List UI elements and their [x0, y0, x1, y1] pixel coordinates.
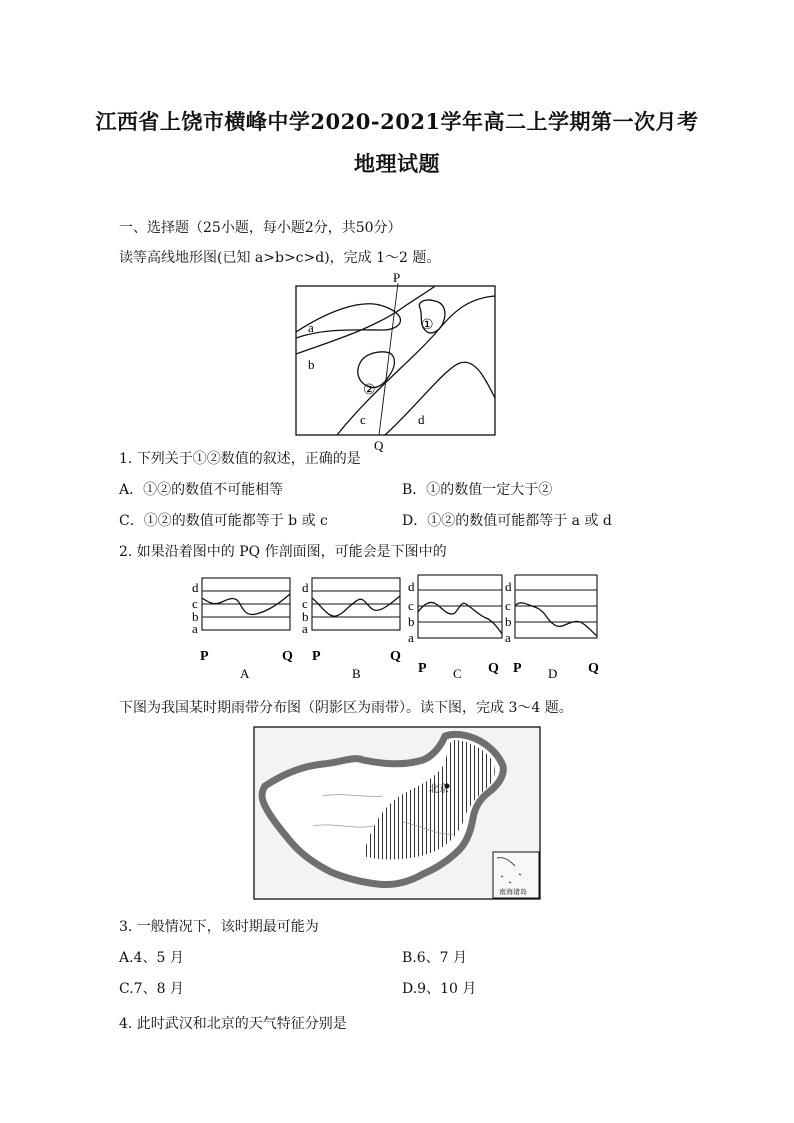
label-circle-2: ② — [363, 383, 376, 398]
label-a: a — [308, 320, 314, 335]
intro-rainband: 下图为我国某时期雨带分布图（阴影区为雨带）。读下图，完成 3～4 题。 — [119, 700, 573, 716]
profile-a-letter: A — [240, 666, 250, 681]
profile-a-label-d: d — [192, 580, 199, 595]
q1-option-a[interactable]: A．①②的数值不可能相等 — [119, 482, 284, 498]
profile-d-label-b: b — [505, 614, 512, 629]
profile-c-label-P: P — [418, 661, 427, 676]
q3-option-a[interactable]: A.4、5 月 — [119, 950, 184, 966]
q3-option-c[interactable]: C.7、8 月 — [119, 981, 184, 997]
profile-c-label-Q: Q — [488, 661, 499, 676]
profile-panel-a — [192, 578, 293, 681]
label-P: P — [393, 270, 401, 285]
profile-d-curve — [515, 603, 597, 636]
q2-stem: 2. 如果沿着图中的 PQ 作剖面图，可能会是下图中的 — [119, 544, 447, 560]
label-Q: Q — [374, 438, 384, 453]
label-b: b — [308, 357, 315, 372]
q1-option-c[interactable]: C．①②的数值可能都等于 b 或 c — [119, 513, 328, 529]
profile-d-label-P: P — [513, 661, 522, 676]
profile-c-letter: C — [453, 666, 462, 681]
document-subtitle: 地理试题 — [354, 151, 440, 176]
label-c: c — [360, 412, 366, 427]
profile-b-label-d: d — [302, 580, 309, 595]
profile-b-label-c: c — [302, 596, 308, 611]
label-d: d — [418, 412, 425, 427]
profile-a-label-a: a — [192, 621, 198, 636]
profile-a-label-Q: Q — [282, 649, 293, 664]
label-circle-1: ① — [421, 318, 434, 333]
intro-contour: 读等高线地形图(已知 a>b>c>d)，完成 1～2 题。 — [119, 250, 441, 266]
q4-stem: 4. 此时武汉和北京的天气特征分别是 — [119, 1016, 347, 1032]
profile-c-label-c: c — [408, 598, 414, 613]
profile-d-letter: D — [548, 666, 558, 681]
q3-stem: 3. 一般情况下，该时期最可能为 — [119, 919, 319, 935]
profile-b-label-b: b — [302, 609, 309, 624]
profile-a-label-c: c — [192, 596, 198, 611]
beijing-label: 北京 — [429, 784, 449, 795]
china-rainband-map — [253, 726, 541, 900]
inset-caption: 南海诸岛 — [499, 888, 527, 896]
profile-b-curve — [312, 596, 400, 616]
profile-c-label-b: b — [408, 614, 415, 629]
contour-map-figure — [285, 268, 510, 454]
profile-figures — [190, 570, 610, 685]
profile-d-label-Q: Q — [588, 661, 599, 676]
q3-option-d[interactable]: D.9、10 月 — [402, 981, 477, 997]
profile-c-curve — [418, 602, 502, 634]
q1-option-d[interactable]: D．①②的数值可能都等于 a 或 d — [402, 513, 612, 529]
profile-c-label-a: a — [408, 630, 414, 645]
profile-panel-c — [408, 575, 502, 681]
profile-d-label-d: d — [505, 579, 512, 594]
q1-stem: 1. 下列关于①②数值的叙述，正确的是 — [119, 451, 361, 467]
contour-line-d — [385, 362, 495, 435]
profile-d-label-a: a — [505, 630, 511, 645]
profile-panel-b — [302, 578, 401, 681]
q3-option-b[interactable]: B.6、7 月 — [402, 950, 468, 966]
section-heading: 一、选择题（25小题，每小题2分，共50分） — [119, 220, 402, 236]
profile-a-label-b: b — [192, 609, 199, 624]
profile-d-label-c: c — [505, 598, 511, 613]
profile-b-label-P: P — [312, 649, 321, 664]
profile-b-letter: B — [352, 666, 361, 681]
profile-c-label-d: d — [408, 579, 415, 594]
profile-b-label-a: a — [302, 621, 308, 636]
profile-panel-d — [505, 575, 599, 681]
q1-option-b[interactable]: B．①的数值一定大于② — [402, 482, 553, 498]
profile-a-label-P: P — [200, 649, 209, 664]
document-title: 江西省上饶市横峰中学2020-2021学年高二上学期第一次月考 — [95, 109, 699, 134]
profile-b-label-Q: Q — [390, 649, 401, 664]
